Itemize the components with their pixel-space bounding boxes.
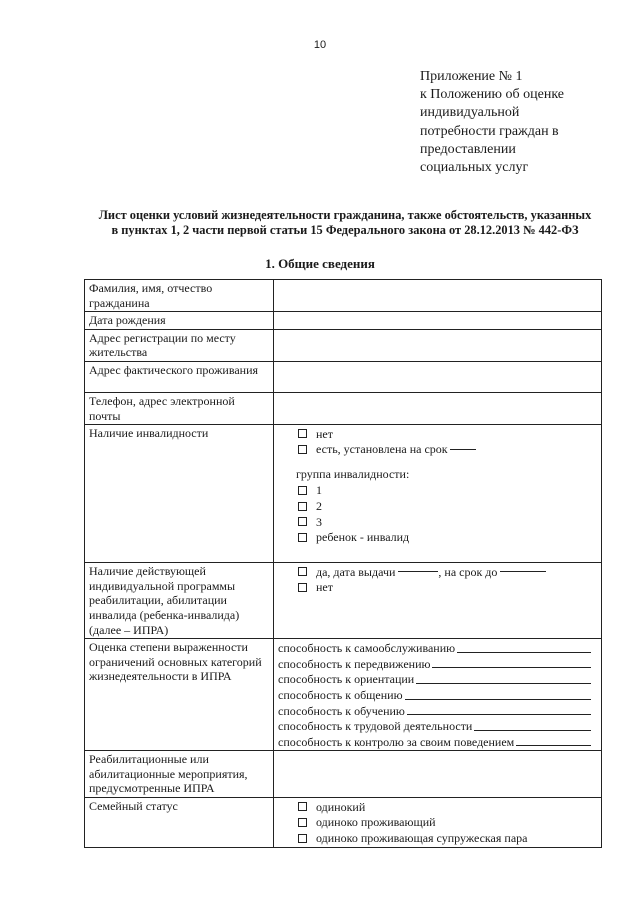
page-number: 10	[313, 39, 327, 51]
option-label: одинокий	[316, 799, 366, 814]
checkbox-living-alone[interactable]	[298, 818, 307, 827]
option-label: 3	[316, 514, 322, 529]
appendix-line: потребности граждан в	[420, 123, 559, 139]
table-row	[85, 751, 602, 798]
label-phone-email: Телефон, адрес электронной почты	[85, 392, 274, 424]
field-registration-address[interactable]	[274, 329, 602, 361]
label-registration-address: Адрес регистрации по месту жительства	[85, 329, 274, 361]
blank-valid-until[interactable]	[500, 571, 546, 572]
table-row	[85, 392, 602, 424]
appendix-line: социальных услуг	[420, 160, 529, 176]
option-label: есть, установлена на срок	[316, 442, 448, 457]
appendix-line: к Положению об оценке	[420, 87, 564, 103]
label-birth-date: Дата рождения	[85, 312, 274, 330]
table-row	[85, 361, 602, 392]
field-rehab-measures[interactable]	[274, 751, 602, 798]
ability-blank[interactable]	[416, 683, 591, 684]
ability-blank[interactable]	[405, 699, 591, 700]
field-phone-email[interactable]	[274, 392, 602, 424]
field-birth-date[interactable]	[274, 312, 602, 330]
label-disability: Наличие инвалидности	[85, 425, 274, 563]
field-actual-address[interactable]	[274, 361, 602, 392]
checkbox-ipra-no[interactable]	[298, 583, 307, 592]
option-label: да, дата выдачи	[316, 564, 396, 579]
section-title: 1. Общие сведения	[265, 256, 375, 271]
label-fio: Фамилия, имя, отчество гражданина	[85, 280, 274, 312]
option-label: 2	[316, 499, 322, 514]
option-label: одиноко проживающая супружеская пара	[316, 830, 528, 845]
checkbox-alone-couple[interactable]	[298, 834, 307, 843]
option-label: 1	[316, 483, 322, 498]
appendix-line: предоставлении	[420, 141, 516, 157]
ability-label: способность к трудовой деятельности	[278, 719, 473, 734]
document-title-line1: Лист оценки условий жизнедеятельности гражданина, также обстоятельств, указанных	[98, 208, 592, 222]
ability-label: способность к контролю за своим поведением	[278, 734, 515, 749]
abilities-list	[274, 639, 602, 751]
ability-label: способность к самообслуживанию	[278, 641, 456, 656]
blank-term[interactable]	[450, 449, 476, 450]
disability-options	[274, 425, 602, 563]
general-info-table	[84, 279, 602, 848]
label-rehab-measures: Реабилитационные или абилитационные мероприятия, предусмотренные ИПРА	[85, 751, 274, 798]
ability-blank[interactable]	[457, 652, 591, 653]
document-title-line2: в пунктах 1, 2 части первой статьи 15 Федерального закона от 28.12.2013 № 442-ФЗ	[111, 223, 579, 237]
table-row	[85, 639, 602, 751]
appendix-note	[420, 68, 610, 177]
checkbox-group-3[interactable]	[298, 517, 307, 526]
option-label: ребенок - инвалид	[316, 530, 410, 545]
table-row	[85, 425, 602, 563]
table-row	[85, 798, 602, 848]
table-row	[85, 312, 602, 330]
group-label: группа инвалидности:	[296, 467, 410, 482]
ipra-options	[274, 563, 602, 639]
label-ipra: Наличие действующей индивидуальной программы реабилитации, абилитации инвалида (ребенка-инвалида) (далее – ИПРА)	[85, 563, 274, 639]
ability-blank[interactable]	[407, 714, 591, 715]
label-family-status: Семейный статус	[85, 798, 274, 848]
option-label: нет	[316, 426, 333, 441]
ability-blank[interactable]	[516, 745, 591, 746]
table-row	[85, 563, 602, 639]
ability-label: способность к обучению	[278, 703, 405, 718]
checkbox-group-2[interactable]	[298, 502, 307, 511]
table-row	[85, 329, 602, 361]
option-label: , на срок до	[438, 564, 498, 579]
checkbox-ipra-yes[interactable]	[298, 567, 307, 576]
document-title	[80, 208, 610, 238]
ability-label: способность к ориентации	[278, 672, 415, 687]
checkbox-disability-no[interactable]	[298, 429, 307, 438]
blank-issue-date[interactable]	[398, 571, 438, 572]
ability-blank[interactable]	[474, 730, 591, 731]
checkbox-single[interactable]	[298, 802, 307, 811]
table-row	[85, 280, 602, 312]
ability-label: способность к общению	[278, 687, 403, 702]
label-assessment: Оценка степени выраженности ограничений основных категорий жизнедеятельности в ИПРА	[85, 639, 274, 751]
field-fio[interactable]	[274, 280, 602, 312]
ability-label: способность к передвижению	[278, 656, 431, 671]
appendix-line: Приложение № 1	[420, 69, 523, 84]
checkbox-disability-yes[interactable]	[298, 445, 307, 454]
option-label: нет	[316, 580, 333, 595]
option-label: одиноко проживающий	[316, 815, 436, 830]
appendix-line: индивидуальной	[420, 105, 520, 121]
label-actual-address: Адрес фактического проживания	[85, 361, 274, 392]
checkbox-group-1[interactable]	[298, 486, 307, 495]
ability-blank[interactable]	[432, 667, 591, 668]
family-options	[274, 798, 602, 848]
checkbox-child-disabled[interactable]	[298, 533, 307, 542]
